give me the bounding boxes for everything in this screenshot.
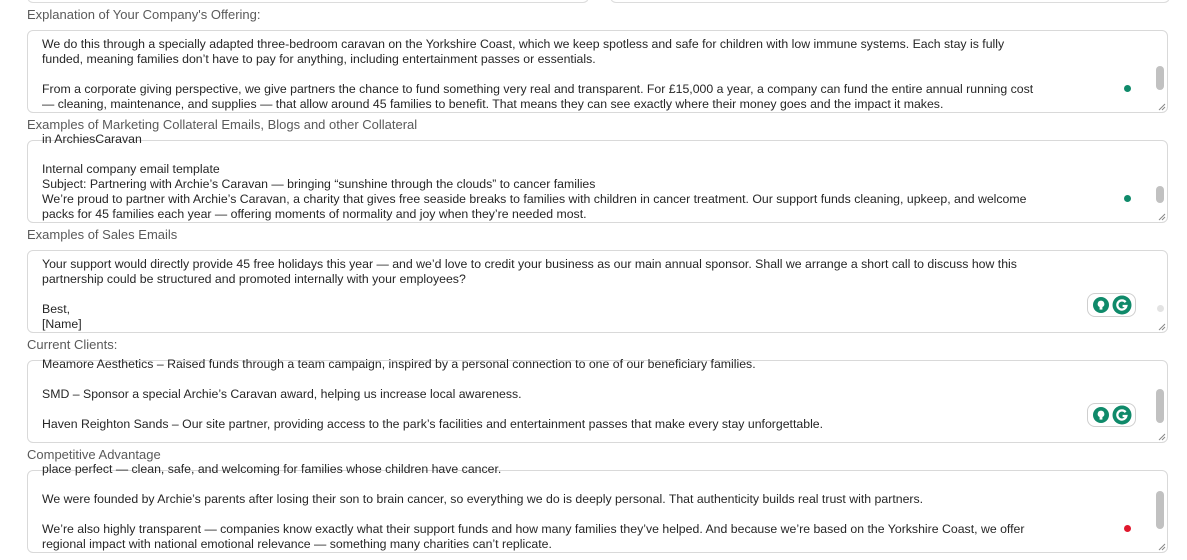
marketing-text[interactable]: in ArchiesCaravan Internal company email template Subject: Partnering with Archie’s Caravan — bringing “sunshine through the clouds” to cancer families We’re proud to partner with Archie’s Caravan, a charity that gives free seaside breaks to families with children in cancer treatment. Our support funds cleaning, upkeep, and welcome packs for 45 families each year — offering moments of normality and joy when they’re needed most. <box>42 132 1027 221</box>
sales-emails-text[interactable]: Your support would directly provide 45 free holidays this year — and we’d love to credit your business as our main annual sponsor. Shall we arrange a short call to discuss how this partnership could be structured and promoted internally with your employees? Best, [Name] <box>42 257 1017 331</box>
resize-handle-icon[interactable] <box>1156 321 1166 331</box>
clients-scrollbar[interactable] <box>1156 389 1164 423</box>
clients-textarea[interactable] <box>27 357 1168 443</box>
offering-textarea[interactable] <box>27 30 1168 113</box>
grammarly-icon[interactable] <box>1112 295 1132 315</box>
competitive-advantage-text[interactable]: place perfect — clean, safe, and welcoming for families whose children have cancer. We were founded by Archie’s parents after losing their son to brain cancer, so everything we do is deeply personal. That authenticity builds real trust with partners. We’re also highly transparent — companies know exactly what their support funds and how many families they’ve helped. And because we’re based on the Yorkshire Coast, we offer regional impact with national emotional relevance — something many charities can’t replicate. <box>42 462 1025 551</box>
resize-handle-icon[interactable] <box>1156 431 1166 441</box>
marketing-scrollbar[interactable] <box>1156 186 1164 203</box>
competitive-advantage-textarea[interactable] <box>27 462 1168 553</box>
grammarly-icon[interactable] <box>1112 405 1132 425</box>
offering-label: Explanation of Your Company's Offering: <box>27 7 261 22</box>
competitive-advantage-scrollbar[interactable] <box>1156 491 1164 529</box>
clients-text[interactable]: Meamore Aesthetics – Raised funds through a team campaign, inspired by a personal connection to one of our beneficiary families. SMD – Sponsor a special Archie’s Caravan award, helping us increase local awareness. Haven Reighton Sands – Our site partner, providing access to the park’s facilities and entertainment passes that make every stay unforgettable. <box>42 357 824 431</box>
scroll-indicator-icon <box>1157 305 1164 312</box>
green-dot-icon[interactable] <box>1124 85 1131 92</box>
lightbulb-icon[interactable] <box>1092 406 1110 424</box>
resize-handle-icon[interactable] <box>1156 541 1166 551</box>
clients-label: Current Clients: <box>27 337 118 352</box>
offering-text[interactable]: We do this through a specially adapted three-bedroom caravan on the Yorkshire Coast, which we keep spotless and safe for children with low immune systems. Each stay is fully funded, meaning families don’t have to pay for anything, including entertainment passes or essentials. From a corporate giving perspective, we give partners the chance to fund something very real and transparent. For £15,000 a year, a company can fund the entire annual running cost — cleaning, maintenance, and supplies — that allow around 45 families to benefit. That means they can see exactly where their money goes and the impact it makes. <box>42 37 1034 111</box>
resize-handle-icon[interactable] <box>1156 101 1166 111</box>
grammarly-widget[interactable] <box>1087 293 1136 317</box>
offering-scrollbar[interactable] <box>1156 66 1164 90</box>
grammarly-widget[interactable] <box>1087 403 1136 427</box>
lightbulb-icon[interactable] <box>1092 296 1110 314</box>
sales-emails-textarea[interactable] <box>27 250 1168 333</box>
prev-field-left-edge <box>27 0 589 3</box>
red-dot-icon[interactable] <box>1124 525 1131 532</box>
green-dot-icon[interactable] <box>1124 195 1131 202</box>
sales-emails-label: Examples of Sales Emails <box>27 227 178 242</box>
marketing-textarea[interactable] <box>27 132 1168 223</box>
resize-handle-icon[interactable] <box>1156 211 1166 221</box>
marketing-label: Examples of Marketing Collateral Emails, Blogs and other Collateral <box>27 117 418 132</box>
prev-field-right-edge <box>610 0 1170 3</box>
competitive-advantage-label: Competitive Advantage <box>27 447 161 462</box>
